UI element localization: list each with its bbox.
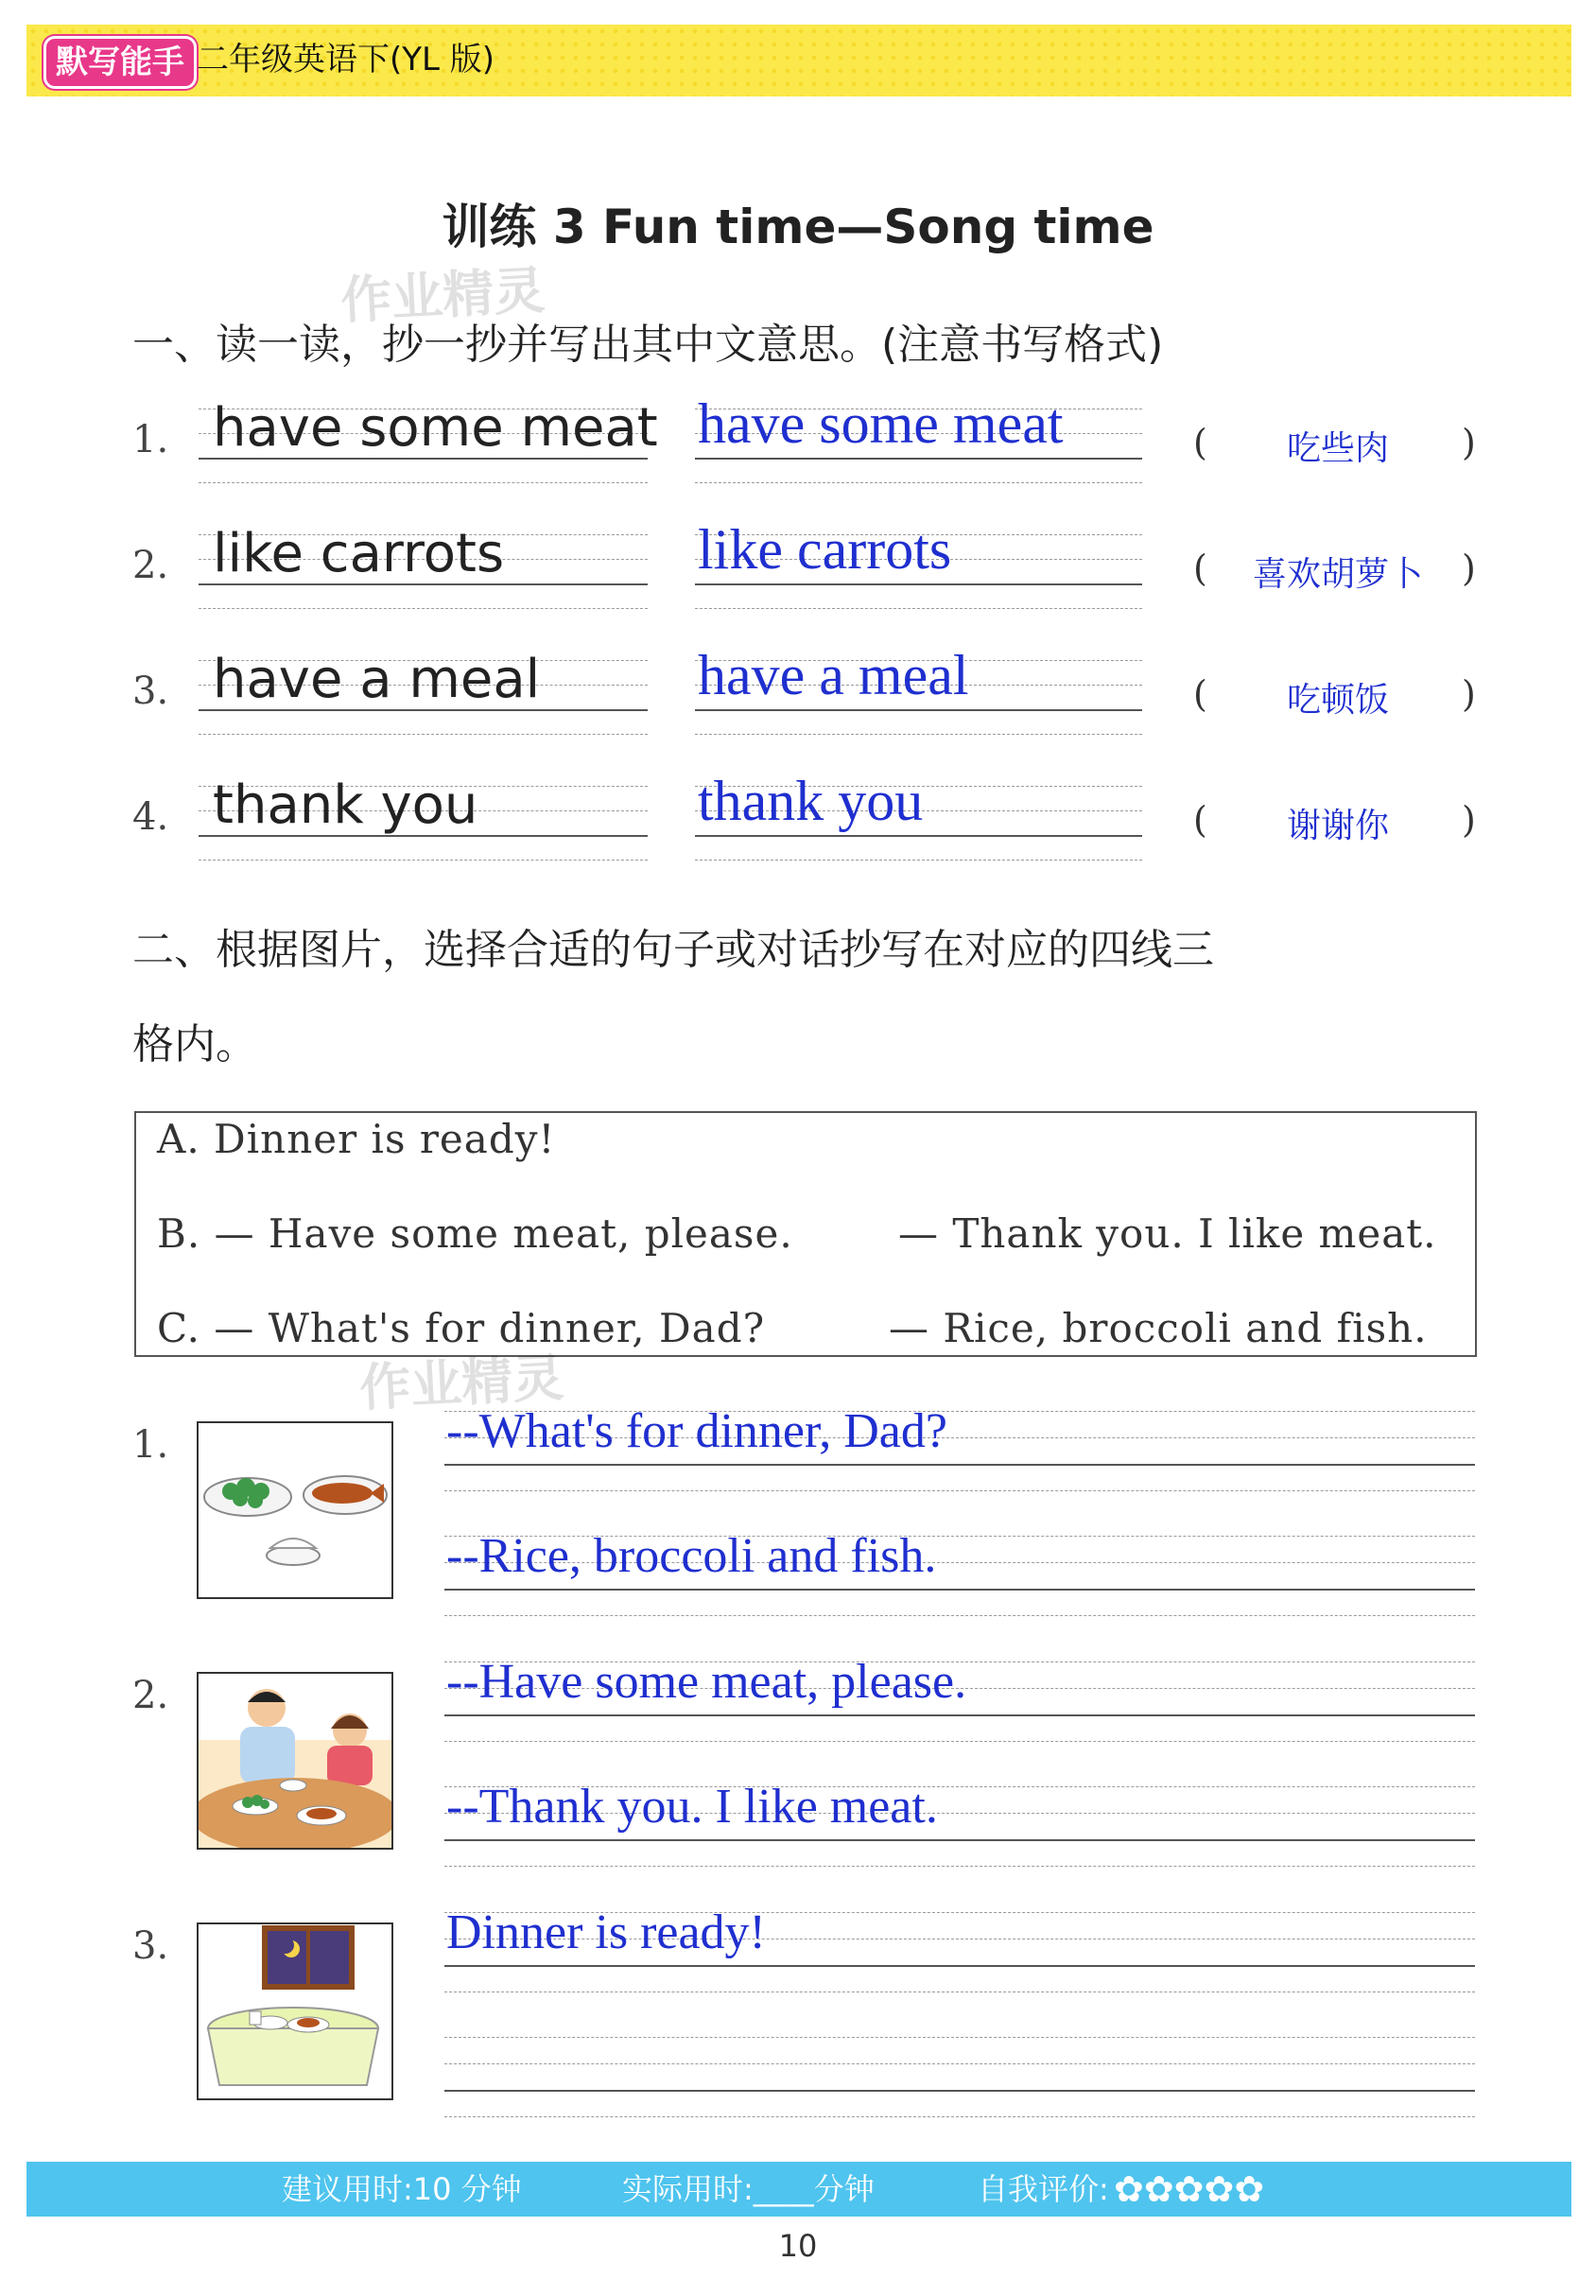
item1-2-number: 2. — [132, 544, 169, 587]
grid-line — [444, 1490, 1475, 1491]
grid-line — [444, 2116, 1475, 2117]
sentence-answer-2-2[interactable]: --Thank you. I like meat. — [446, 1780, 938, 1834]
dinner-table-window-picture — [197, 1922, 393, 2100]
brand-logo: 默写能手 — [43, 36, 197, 89]
meaning-answer-3[interactable]: 吃顿饭 — [1286, 681, 1389, 720]
grid-line — [444, 2090, 1475, 2092]
grid-line — [695, 835, 1142, 837]
paren-close-4: ) — [1462, 799, 1476, 841]
answer-phrase-2[interactable]: like carrots — [698, 518, 952, 581]
sentence-answer-1-2[interactable]: --Rice, broccoli and fish. — [446, 1529, 937, 1583]
father-daughter-eating-picture — [197, 1672, 393, 1850]
page-number: 10 — [778, 2228, 818, 2264]
rating-flower-icons[interactable] — [1114, 2162, 1268, 2218]
lesson-title: 训练 3 Fun time—Song time — [442, 200, 1154, 254]
grid-line — [199, 860, 648, 861]
actual-time: 实际用时:____分钟 — [622, 2171, 875, 2207]
watermark-middle: 作业精灵 — [357, 1348, 565, 1418]
grid-line — [444, 1965, 1475, 1967]
paren-close-2: ) — [1462, 548, 1476, 589]
grid-line — [199, 482, 648, 483]
answer-phrase-3[interactable]: have a meal — [698, 644, 969, 706]
self-evaluation-label: 自我评价: — [978, 2171, 1109, 2207]
option-c-line1: C. — What's for dinner, Dad? — [157, 1305, 766, 1351]
meaning-answer-1[interactable]: 吃些肉 — [1286, 429, 1389, 468]
option-a: A. Dinner is ready! — [157, 1116, 556, 1162]
meaning-answer-4[interactable]: 谢谢你 — [1286, 807, 1389, 845]
option-b-line1: B. — Have some meat, please. — [157, 1210, 793, 1257]
meaning-answer-2[interactable]: 喜欢胡萝卜 — [1252, 555, 1423, 594]
grid-line — [444, 1615, 1475, 1616]
sentence-answer-2-1[interactable]: --Have some meat, please. — [446, 1655, 967, 1709]
grid-line — [444, 1839, 1475, 1841]
grid-line — [199, 608, 648, 609]
item1-1-number: 1. — [132, 418, 169, 461]
rating-flowers[interactable]: ✿✿✿✿✿ — [1114, 2168, 1265, 2210]
dishes-illustration — [199, 1423, 391, 1597]
item2-1-number: 1. — [132, 1423, 169, 1467]
item1-3-number: 3. — [132, 670, 169, 713]
paren-open-1: ( — [1193, 422, 1207, 463]
grid-line — [444, 2037, 1475, 2038]
grid-line — [444, 1589, 1475, 1591]
grid-line — [695, 860, 1142, 861]
grid-line — [695, 709, 1142, 711]
paren-open-2: ( — [1193, 548, 1207, 589]
paren-close-1: ) — [1462, 422, 1476, 463]
option-b-line2: — Thank you. I like meat. — [898, 1210, 1437, 1257]
model-phrase-3: have a meal — [213, 649, 541, 710]
grid-line — [199, 734, 648, 735]
model-phrase-4: thank you — [213, 774, 478, 836]
grid-line — [444, 1714, 1475, 1716]
answer-phrase-4[interactable]: thank you — [698, 770, 924, 832]
book-subtitle: 二年级英语下(YL 版) — [197, 41, 495, 78]
grid-line — [695, 583, 1142, 585]
grid-line — [695, 608, 1142, 609]
grid-line — [695, 734, 1142, 735]
item2-2-number: 2. — [132, 1674, 169, 1717]
answer-phrase-1[interactable]: have some meat — [698, 392, 1064, 455]
suggested-time: 建议用时:10 分钟 — [282, 2171, 522, 2207]
grid-line — [444, 1464, 1475, 1466]
paren-open-4: ( — [1193, 799, 1207, 841]
grid-line — [695, 458, 1142, 460]
section2-heading-line2: 格内。 — [132, 1020, 257, 1069]
section2-heading-line1: 二、根据图片，选择合适的句子或对话抄写在对应的四线三 — [132, 926, 1214, 974]
item2-3-number: 3. — [132, 1924, 169, 1968]
dinner-dishes-picture — [197, 1421, 393, 1599]
footer-band — [26, 2162, 1571, 2217]
grid-line — [444, 1741, 1475, 1742]
model-phrase-2: like carrots — [213, 523, 505, 584]
watermark-top: 作业精灵 — [338, 260, 546, 331]
paren-open-3: ( — [1193, 673, 1207, 715]
paren-close-3: ) — [1462, 673, 1476, 715]
grid-line — [695, 482, 1142, 483]
model-phrase-1: have some meat — [213, 397, 658, 459]
item1-4-number: 4. — [132, 795, 169, 839]
section1-heading: 一、读一读，抄一抄并写出其中文意思。(注意书写格式) — [132, 321, 1164, 369]
family-illustration — [199, 1674, 391, 1848]
sentence-grid-3-2 — [444, 2037, 1475, 2116]
table-illustration — [199, 1924, 391, 2098]
sentence-answer-3-1[interactable]: Dinner is ready! — [446, 1905, 766, 1959]
grid-line — [444, 2063, 1475, 2064]
sentence-answer-1-1[interactable]: --What's for dinner, Dad? — [446, 1404, 947, 1458]
option-c-line2: — Rice, broccoli and fish. — [889, 1305, 1428, 1351]
grid-line — [444, 1866, 1475, 1867]
